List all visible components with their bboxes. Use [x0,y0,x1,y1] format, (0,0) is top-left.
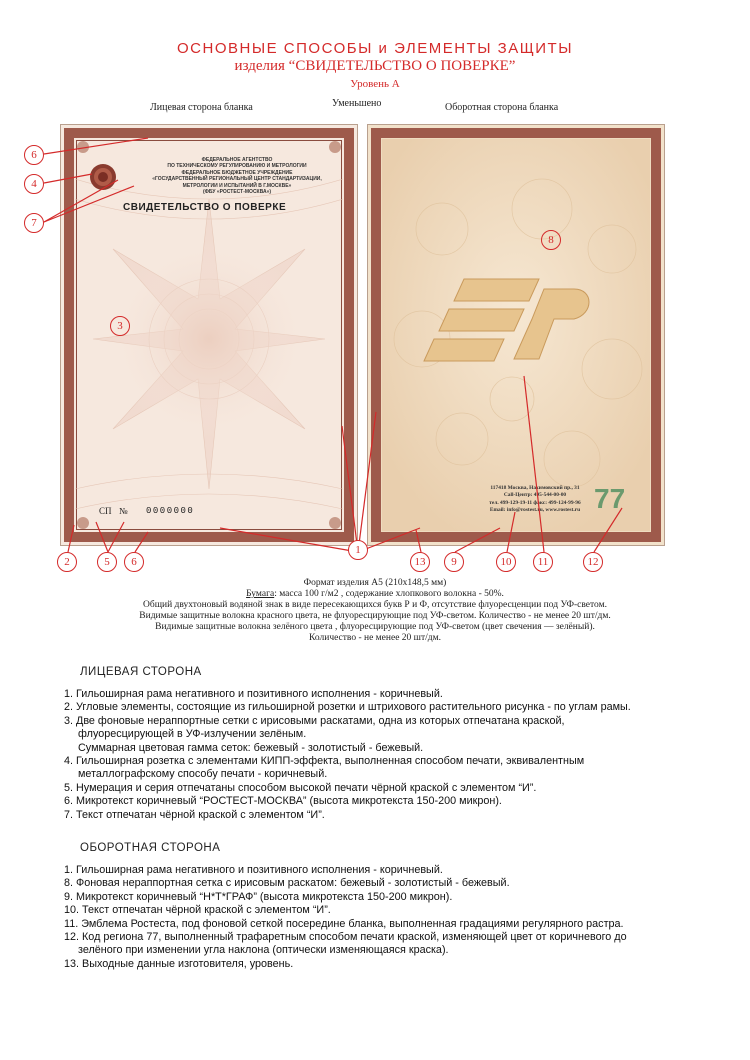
spec-format: Формат изделия А5 (210х148,5 мм) [303,578,447,588]
list-item: 3. Две фоновые нераппортные сетки с ирисовыми раскатами, одна из которых отпечатана краской, [64,714,565,727]
callout-10: 10 [496,552,516,572]
spec-paper [0,589,750,601]
spec-green-fibers: Видимые защитные волокна зелёного цвета , флуоресцирующие под УФ-светом (цвет свечения — зелёный). [155,622,595,632]
list-item: 12. Код региона 77, выполненный трафаретным способом печати краской, изменяющей цвет от коричневого до [64,931,627,944]
list-item: 6. Микротекст коричневый “РОСТЕСТ-МОСКВА” (высота микротекста 150-200 микрон). [64,795,502,808]
list-item: 7. Текст отпечатан чёрной краской с элементом “И”. [64,808,325,821]
list-item: флуоресцирующей в УФ-излучении зелёным. [78,728,307,741]
caption-back: Оборотная сторона бланка [445,102,559,113]
callout-2: 2 [57,552,77,572]
spec-paper-label: Бумага [246,589,275,599]
list-item: металлографскому способу печати - коричневый. [78,768,328,781]
callout-6-front-bottom: 6 [124,552,144,572]
list-item: 13. Выходные данные изготовителя, уровень. [64,957,294,970]
series-label: СП [99,506,112,516]
list-item: зелёного при изменении угла наклона (оптически изменяющаяся краска). [78,944,449,957]
front-org-text: ФЕДЕРАЛЬНОЕ АГЕНТСТВО ПО ТЕХНИЧЕСКОМУ РЕГУЛИРОВАНИЮ И МЕТРОЛОГИИ ФЕДЕРАЛЬНОЕ БЮДЖЕТНОЕ УЧРЕЖДЕНИЕ «ГОСУДАРСТВЕННЫЙ РЕГИОНАЛЬНЫЙ ЦЕНТР СТАНДАРТИЗАЦИИ, МЕТРОЛОГИИ И ИСПЫТАНИЙ В Г.МОСКВЕ» (ФБУ «РОСТЕСТ-МОСКВА») [152,157,322,196]
number-label: № [119,506,128,516]
callout-12: 12 [583,552,603,572]
caption-front: Лицевая сторона бланка [150,102,253,113]
spec-green-count: Количество - не менее 20 шт/дм. [309,633,441,643]
callout-6-front-top: 6 [24,145,44,165]
front-section-heading: ЛИЦЕВАЯ СТОРОНА [80,666,202,678]
spec-paper-text: : масса 100 г/м2 , содержание хлопкового волокна - 50%. [274,589,504,599]
spec-watermark: Общий двухтоновый водяной знак в виде пересекающихся букв Р и Ф, отсутствие флуоресценции под УФ-светом. [143,600,607,610]
list-item: 10. Текст отпечатан чёрной краской с элементом “И”. [64,904,331,917]
serial-number: 0000000 [146,506,195,516]
front-section-list [64,688,631,822]
back-section-heading: ОБОРОТНАЯ СТОРОНА [80,842,221,854]
list-item: 2. Угловые элементы, состоящие из гильоширной розетки и штрихового растительного рисунка - по углам рамы. [64,701,631,714]
front-document-title: СВИДЕТЕЛЬСТВО О ПОВЕРКЕ [123,202,287,213]
spec-red-fibers: Видимые защитные волокна красного цвета, не флуоресцирующие под УФ-светом. Количество - не менее 20 шт/дм. [139,611,611,621]
level-label: Уровень А [350,78,400,90]
caption-reduced: Уменьшено [332,98,382,109]
manufacturer-address: 117418 Москва, Нахимовский пр., 31 Call-Центр: 495-544-00-00 тел. 499-129-19-11 факс: 499-124-99-96 Email: info@rostest.ru, www.rostest.ru [489,485,581,514]
list-item: 5. Нумерация и серия отпечатаны способом высокой печати чёрной краской с элементом “И”. [64,781,537,794]
page-title: ОСНОВНЫЕ СПОСОБЫ и ЭЛЕМЕНТЫ ЗАЩИТЫ [177,40,573,57]
callout-9: 9 [444,552,464,572]
list-item: 1. Гильоширная рама негативного и позитивного исполнения - коричневый. [64,864,443,876]
callout-5: 5 [97,552,117,572]
list-item: Суммарная цветовая гамма сеток: бежевый - золотистый - бежевый. [78,741,424,754]
callout-8: 8 [541,230,561,250]
region-code: 77 [594,483,626,514]
callout-11: 11 [533,552,553,572]
list-item: 9. Микротекст коричневый “Н*Т*ГРАФ” (высота микротекста 150-200 микрон). [64,890,453,903]
list-item: 1. Гильоширная рама негативного и позитивного исполнения - коричневый. [64,688,443,700]
list-item: 11. Эмблема Ростеста, под фоновой сеткой посередине бланка, выполненная градациями регулярного растра. [64,917,624,930]
callout-7: 7 [24,213,44,233]
list-item: 8. Фоновая нераппортная сетка с ирисовым раскатом: бежевый - золотистый - бежевый. [64,877,510,890]
callout-1: 1 [348,540,368,560]
callout-3: 3 [110,316,130,336]
page-subtitle: изделия “СВИДЕТЕЛЬСТВО О ПОВЕРКЕ” [234,58,516,74]
back-section-list [64,864,627,971]
callout-13: 13 [410,552,430,572]
list-item: 4. Гильоширная розетка с элементами КИПП-эффекта, выполненная способом печати, эквивалентным [64,755,585,768]
callout-4: 4 [24,174,44,194]
